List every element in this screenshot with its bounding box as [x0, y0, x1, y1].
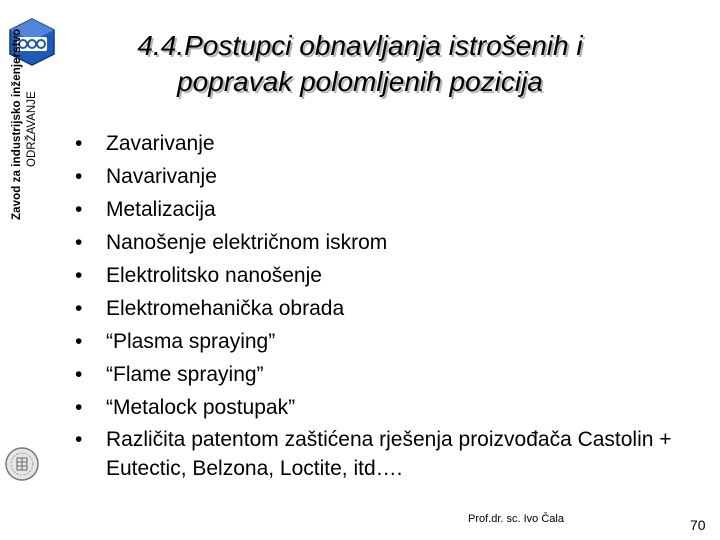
bullet-item: • “Plasma spraying” [73, 325, 673, 358]
author-footer: Prof.dr. sc. Ivo Čala [468, 513, 564, 525]
page-number: 70 [690, 517, 706, 533]
slide-title-line-1: 4.4.Postupci obnavljanja istrošenih i [137, 30, 583, 61]
bullet-item: • Nanošenje električnom iskrom [73, 226, 673, 259]
department-label: ODRŽAVANJE [26, 91, 38, 167]
bullet-list [73, 127, 673, 483]
bullet-item: • “Flame spraying” [73, 358, 673, 391]
university-seal-icon [4, 446, 40, 482]
bullet-item: • Zavarivanje [73, 127, 673, 160]
bullet-item: • Elektrolitsko nanošenje [73, 259, 673, 292]
slide-title-line-2: popravak polomljenih pozicija [177, 66, 543, 97]
institution-label: Zavod za industrijsko inženjerstvo [11, 28, 23, 220]
bullet-item: • Različita patentom zaštićena rješenja proizvođača Castolin + Eutectic, Belzona, Loctite, itd…. [73, 425, 673, 483]
slide-title [60, 28, 660, 100]
bullet-item: • Navarivanje [73, 160, 673, 193]
bullet-item: • Metalizacija [73, 193, 673, 226]
bullet-item: • “Metalock postupak” [73, 391, 673, 424]
bullet-item: • Elektromehanička obrada [73, 292, 673, 325]
